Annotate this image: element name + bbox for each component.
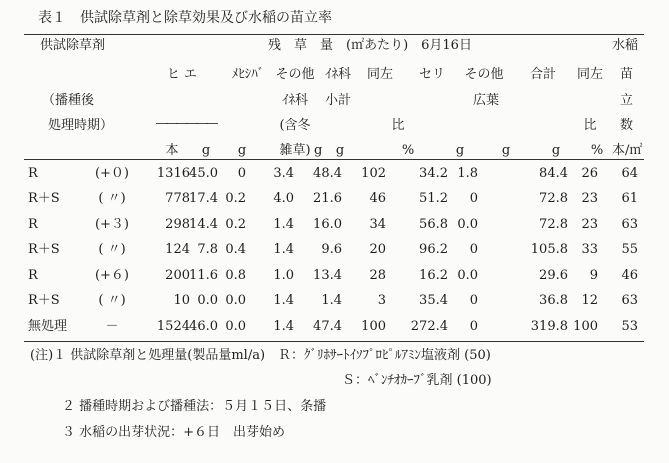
table-cell: 63 (621, 217, 638, 232)
header-mehishiba: ﾒﾋｼﾊﾞ (231, 67, 265, 82)
unit-g5: g (455, 143, 465, 158)
header-fukumu: (含冬 (279, 118, 311, 133)
table-cell: 0.0 (225, 319, 246, 334)
table-cell: 1.4 (321, 293, 342, 308)
table-cell: 0 (469, 319, 478, 334)
table-cell: 1.4 (273, 242, 294, 257)
header-inekka: ｲﾈ科 (324, 67, 351, 82)
table-cell: 10 (173, 293, 190, 308)
header-inekka2: ｲﾈ科 (281, 93, 308, 108)
table-cell: 4.0 (273, 191, 294, 206)
unit-rice: 本/㎡ (612, 143, 643, 158)
header-rule (24, 159, 644, 160)
row-timing: ( 〃) (98, 191, 126, 206)
table-cell: 53 (621, 319, 638, 334)
header-shokei: 小計 (324, 93, 351, 108)
table-cell: 9.6 (321, 242, 342, 257)
header-left-line1: （播種後 (42, 93, 95, 108)
header-sonota2: その他 (464, 67, 504, 82)
table-cell: 46 (369, 191, 386, 206)
header-dash-line: ―――――― (156, 116, 216, 130)
table-cell: 55 (621, 242, 638, 257)
table-cell: 298 (165, 217, 190, 232)
table-cell: 64 (621, 166, 638, 181)
table-cell: 1524 (156, 319, 190, 334)
unit-g1: g (201, 143, 211, 158)
table-cell: 1.4 (273, 217, 294, 232)
table-cell: 47.4 (313, 319, 342, 334)
note-1a: (注)１ 供試除草剤と処理量(製品量ml/a) Ｒ：ｸﾞﾘﾎｻｰﾄｲｿﾌﾟﾛﾋﾟﾙｱﾐﾝ塩液剤 (50) (30, 348, 491, 363)
table-cell: 0 (469, 242, 478, 257)
table-cell: 0 (237, 166, 246, 181)
header-gokei: 合計 (529, 67, 556, 82)
table-cell: 14.4 (189, 217, 218, 232)
table-cell: 21.6 (313, 191, 342, 206)
header-doza1: 同左 (366, 67, 393, 82)
unit-g2: g (237, 143, 247, 158)
row-timing: ( 〃) (98, 293, 126, 308)
table-cell: 61 (621, 191, 638, 206)
unit-g3: g (314, 143, 323, 158)
header-rice: 水稲 (612, 38, 639, 53)
table-cell: 26 (581, 166, 598, 181)
table-cell: 29.6 (539, 268, 568, 283)
table-title: 表１ 供試除草剤と除草効果及び水稲の苗立率 (38, 10, 332, 26)
table-cell: 0 (469, 293, 478, 308)
table-cell: 0.2 (225, 217, 246, 232)
table-cell: 33 (581, 242, 598, 257)
table-cell: 778 (165, 191, 190, 206)
table-cell: 9 (589, 268, 598, 283)
unit-g6: g (501, 143, 511, 158)
table-cell: 0.0 (457, 217, 478, 232)
table-cell: 102 (361, 166, 386, 181)
table-cell: 36.8 (539, 293, 568, 308)
table-cell: 3 (377, 293, 386, 308)
note-1b: Ｓ：ﾍﾞﾝﾁｵｶｰﾌﾞ乳剤 (100) (342, 373, 492, 388)
table-cell: 0.8 (225, 268, 246, 283)
table-cell: 0.0 (457, 268, 478, 283)
header-left-line2: 処理時期） (48, 118, 114, 133)
table-cell: 100 (573, 319, 598, 334)
table-cell: 272.4 (410, 319, 448, 334)
table-cell: 51.2 (419, 191, 448, 206)
table-cell: 16.0 (313, 217, 342, 232)
table-cell: 105.8 (530, 242, 568, 257)
table-cell: 72.8 (539, 191, 568, 206)
table-cell: 35.4 (419, 293, 448, 308)
table-cell: 124 (165, 242, 190, 257)
table-cell: 48.4 (313, 166, 342, 181)
table-cell: 13.4 (313, 268, 342, 283)
header-herbicide: 供試除草剤 (40, 38, 106, 53)
row-timing: ( 〃) (98, 242, 126, 257)
header-hi2: 比 (583, 118, 597, 133)
table-cell: 16.2 (419, 268, 448, 283)
unit-pct2: % (590, 143, 604, 158)
row-herbicide: R (28, 268, 38, 283)
table-cell: 45.0 (189, 166, 218, 181)
table-cell: 23 (581, 191, 598, 206)
row-herbicide: R＋S (28, 191, 60, 206)
table-cell: 72.8 (539, 217, 568, 232)
row-herbicide: 無処理 (28, 319, 68, 334)
row-herbicide: R＋S (28, 293, 60, 308)
note-3: ３ 水稲の出芽状況：+６日 出芽始め (62, 425, 286, 440)
table-cell: 3.4 (273, 166, 294, 181)
table-cell: 7.8 (197, 242, 218, 257)
table-cell: 319.8 (530, 319, 568, 334)
header-hi1: 比 (391, 118, 405, 133)
unit-hie: 本 (165, 143, 179, 158)
table-cell: 12 (581, 293, 598, 308)
table-cell: 46.0 (189, 319, 218, 334)
table-cell: 100 (361, 319, 386, 334)
table-cell: 0 (469, 191, 478, 206)
table-cell: 0.0 (225, 293, 246, 308)
table-cell: 11.6 (189, 268, 218, 283)
header-hie: ヒ エ (166, 67, 198, 82)
table-cell: 56.8 (419, 217, 448, 232)
unit-zassou: 雑草) (279, 143, 311, 158)
row-herbicide: R (28, 166, 38, 181)
row-herbicide: R (28, 217, 38, 232)
unit-g4: g (335, 143, 345, 158)
table-cell: 34 (369, 217, 386, 232)
row-herbicide: R＋S (28, 242, 60, 257)
header-residual-group: 残 草 量 (㎡あたり) 6月16日 (268, 38, 472, 53)
table-cell: 1.4 (273, 293, 294, 308)
row-timing: (+６) (94, 268, 130, 283)
table-cell: 46 (621, 268, 638, 283)
header-rice-4: 数 (620, 118, 634, 133)
row-timing: (+３) (94, 217, 130, 232)
table-cell: 200 (165, 268, 190, 283)
table-cell: 0.0 (197, 293, 218, 308)
table-cell: 0.2 (225, 191, 246, 206)
note-2: ２ 播種時期および播種法：５月１５日、条播 (62, 399, 327, 414)
table-cell: 0.4 (225, 242, 246, 257)
table-cell: 1.0 (273, 268, 294, 283)
table-cell: 1.4 (273, 319, 294, 334)
row-timing: － (105, 319, 119, 334)
table-cell: 84.4 (539, 166, 568, 181)
header-kouyou: 広葉 (472, 93, 499, 108)
table-cell: 28 (369, 268, 386, 283)
table-cell: 1.8 (457, 166, 478, 181)
row-timing: (+０) (94, 166, 130, 181)
header-rice-2: 苗 (620, 67, 634, 82)
table-cell: 20 (369, 242, 386, 257)
header-doza2: 同左 (576, 67, 603, 82)
table-cell: 23 (581, 217, 598, 232)
unit-pct1: % (401, 143, 415, 158)
header-sonota1: その他 (275, 67, 315, 82)
table-cell: 96.2 (419, 242, 448, 257)
bottom-rule (24, 341, 644, 342)
table-cell: 1316 (156, 166, 190, 181)
top-rule (24, 34, 644, 35)
unit-g7: g (551, 143, 561, 158)
header-rice-3: 立 (620, 93, 634, 108)
table-cell: 34.2 (419, 166, 448, 181)
table-cell: 17.4 (189, 191, 218, 206)
table-cell: 63 (621, 293, 638, 308)
header-seri: セリ (418, 67, 445, 82)
